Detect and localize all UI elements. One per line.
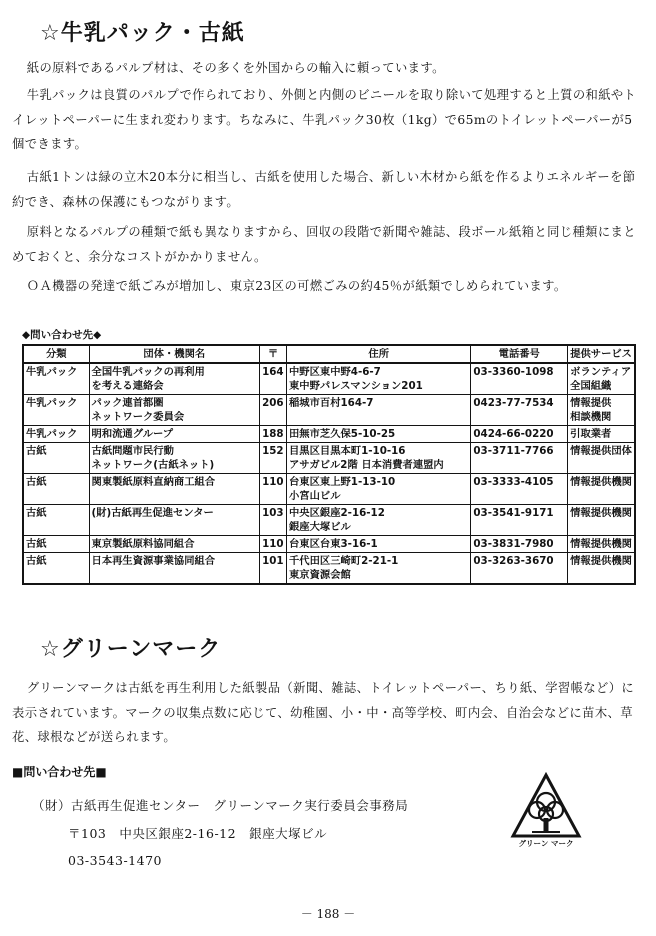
paragraph: ＯＡ機器の発達で紙ごみが増加し、東京23区の可燃ごみの約45％が紙類でしめられています。 bbox=[26, 279, 567, 293]
service-cell bbox=[568, 363, 635, 395]
phone-cell: 03-3360-1098 bbox=[471, 363, 568, 395]
paragraph: グリーンマークは古紙を再生利用した紙製品（新聞、雑誌、トイレットペーパー、ちり紙、学習帳など）に表示されています。マークの収集点数に応じて、幼稚園、小・中・高等学校、町内会、自治会などに苗木、草花、球根などが送られます。 bbox=[12, 681, 635, 744]
phone-cell: 03-3333-4105 bbox=[471, 474, 568, 505]
organization-cell-line: パック連首都圏 bbox=[91, 397, 164, 409]
category-cell: 古紙 bbox=[23, 536, 89, 553]
column-header-service: 提供サービス bbox=[568, 345, 635, 363]
service-cell bbox=[568, 443, 635, 474]
organization-cell bbox=[89, 474, 260, 505]
section-heading: ☆グリーンマーク bbox=[40, 637, 222, 662]
contact-table-body bbox=[23, 363, 635, 584]
paragraph: 紙の原料であるパルプ材は、その多くを外国からの輸入に頼っています。 bbox=[26, 61, 445, 75]
address-cell bbox=[287, 395, 471, 426]
category-cell: 牛乳パック bbox=[23, 363, 89, 395]
paragraph: 原料となるパルプの種類で紙も異なりますから、回収の段階で新聞や雑誌、段ボール紙箱と同じ種類にまとめておくと、余分なコストがかかりません。 bbox=[12, 225, 636, 264]
page-number: － 188 － bbox=[300, 907, 356, 921]
address-cell-line: 千代田区三崎町2-21-1 bbox=[289, 555, 399, 567]
column-header-address: 住所 bbox=[287, 345, 471, 363]
postal-cell: 110 bbox=[260, 474, 287, 505]
organization-cell-line: を考える連絡会 bbox=[91, 380, 164, 392]
service-cell-line bbox=[570, 568, 632, 582]
table-row bbox=[23, 553, 635, 585]
service-cell bbox=[568, 536, 635, 553]
category-cell: 古紙 bbox=[23, 505, 89, 536]
address-cell-line: 稲城市百村164-7 bbox=[289, 397, 374, 409]
address-cell-line: 銀座大塚ビル bbox=[289, 521, 351, 533]
organization-cell-line: ネットワーク(古紙ネット) bbox=[91, 459, 215, 471]
address-cell bbox=[287, 553, 471, 585]
paragraph: 古紙1トンは緑の立木20本分に相当し、古紙を使用した場合、新しい木材から紙を作るよりエネルギーを節約でき、森林の保護にもつながります。 bbox=[12, 170, 636, 209]
column-header-category: 分類 bbox=[23, 345, 89, 363]
column-header-organization: 団体・機関名 bbox=[89, 345, 260, 363]
phone-cell: 03-3541-9171 bbox=[471, 505, 568, 536]
service-cell-line: 引取業者 bbox=[570, 428, 612, 440]
address-cell-line: 台東区東上野1-13-10 bbox=[289, 476, 396, 488]
service-cell-line bbox=[570, 458, 632, 472]
address-cell-line bbox=[289, 410, 468, 424]
organization-cell bbox=[89, 426, 260, 443]
contact-table-label: ◆問い合わせ先◆ bbox=[22, 329, 102, 341]
organization-cell bbox=[89, 395, 260, 426]
service-cell bbox=[568, 474, 635, 505]
phone-cell: 03-3831-7980 bbox=[471, 536, 568, 553]
organization-cell bbox=[89, 553, 260, 585]
service-cell-line: 情報提供機関 bbox=[570, 476, 632, 488]
table-header-row bbox=[23, 345, 635, 363]
table-row bbox=[23, 505, 635, 536]
table-row bbox=[23, 363, 635, 395]
service-cell bbox=[568, 426, 635, 443]
phone-cell: 03-3263-3670 bbox=[471, 553, 568, 585]
postal-cell: 188 bbox=[260, 426, 287, 443]
green-mark-logo bbox=[510, 772, 582, 840]
address-cell-line: 田無市芝久保5-10-25 bbox=[289, 428, 396, 440]
table-row bbox=[23, 536, 635, 553]
contact-organization: （財）古紙再生促進センター グリーンマーク実行委員会事務局 bbox=[32, 798, 409, 813]
organization-cell bbox=[89, 536, 260, 553]
table-row bbox=[23, 443, 635, 474]
postal-cell: 152 bbox=[260, 443, 287, 474]
column-header-postal: 〒 bbox=[260, 345, 287, 363]
category-cell: 牛乳パック bbox=[23, 395, 89, 426]
service-cell-line: 情報提供団体 bbox=[570, 445, 632, 457]
phone-cell: 03-3711-7766 bbox=[471, 443, 568, 474]
page-title: ☆牛乳パック・古紙 bbox=[40, 21, 245, 46]
organization-cell-line: 東京製紙原料協同組合 bbox=[91, 538, 195, 550]
contact-phone: 03-3543-1470 bbox=[68, 853, 162, 868]
address-cell bbox=[287, 426, 471, 443]
address-cell-line: 中央区銀座2-16-12 bbox=[289, 507, 385, 519]
service-cell-line bbox=[570, 520, 632, 534]
organization-cell-line bbox=[92, 489, 258, 503]
address-cell-line: 目黒区目黒本町1-10-16 bbox=[289, 445, 406, 457]
organization-cell-line: (財)古紙再生促進センター bbox=[91, 507, 214, 519]
postal-cell: 110 bbox=[260, 536, 287, 553]
service-cell-line bbox=[570, 489, 632, 503]
column-header-phone: 電話番号 bbox=[471, 345, 568, 363]
phone-cell: 0424-66-0220 bbox=[471, 426, 568, 443]
organization-cell-line: 日本再生資源事業協同組合 bbox=[91, 555, 216, 567]
service-cell-line: 全国組織 bbox=[570, 380, 612, 392]
organization-cell bbox=[89, 363, 260, 395]
contact-label: ■問い合わせ先■ bbox=[12, 765, 107, 779]
address-cell-line: 東京資源会館 bbox=[289, 569, 351, 581]
address-cell-line: 小宮山ビル bbox=[289, 490, 341, 502]
organization-cell bbox=[89, 505, 260, 536]
postal-cell: 103 bbox=[260, 505, 287, 536]
service-cell bbox=[568, 395, 635, 426]
paragraph: 牛乳パックは良質のパルプで作られており、外側と内側のビニールを取り除いて処理すると上質の和紙やトイレットペーパーに生まれ変わります。ちなみに、牛乳パック30枚（1kg）で65mのトイレットペーパーが5個できます。 bbox=[12, 88, 637, 151]
organization-cell-line: 古紙問題市民行動 bbox=[91, 445, 174, 457]
organization-cell-line: 全国牛乳パックの再利用 bbox=[91, 366, 205, 378]
service-cell-line: 情報提供機関 bbox=[570, 555, 632, 567]
address-cell bbox=[287, 536, 471, 553]
organization-cell-line: 関東製紙原料直納商工組合 bbox=[91, 476, 216, 488]
service-cell bbox=[568, 553, 635, 585]
organization-cell-line: ネットワーク委員会 bbox=[91, 411, 185, 423]
service-cell-line: 情報提供機関 bbox=[570, 507, 632, 519]
phone-cell: 0423-77-7534 bbox=[471, 395, 568, 426]
contact-address: 〒103 中央区銀座2-16-12 銀座大塚ビル bbox=[68, 826, 328, 841]
service-cell-line: ボランティア bbox=[570, 366, 632, 378]
postal-cell: 101 bbox=[260, 553, 287, 585]
category-cell: 古紙 bbox=[23, 443, 89, 474]
address-cell-line: アサガビル2階 日本消費者連盟内 bbox=[289, 459, 444, 471]
table-row bbox=[23, 395, 635, 426]
table-row bbox=[23, 474, 635, 505]
address-cell bbox=[287, 474, 471, 505]
category-cell: 牛乳パック bbox=[23, 426, 89, 443]
organization-cell-line bbox=[92, 568, 258, 582]
service-cell-line: 相談機関 bbox=[570, 411, 612, 423]
service-cell bbox=[568, 505, 635, 536]
postal-cell: 164 bbox=[260, 363, 287, 395]
category-cell: 古紙 bbox=[23, 474, 89, 505]
address-cell bbox=[287, 505, 471, 536]
address-cell-line: 東中野パレスマンション201 bbox=[289, 380, 423, 392]
address-cell-line: 中野区東中野4-6-7 bbox=[289, 366, 381, 378]
address-cell-line: 台東区台東3-16-1 bbox=[289, 538, 378, 550]
organization-cell-line: 明和流通グループ bbox=[91, 428, 174, 440]
category-cell: 古紙 bbox=[23, 553, 89, 585]
service-cell-line: 情報提供機関 bbox=[570, 538, 632, 550]
service-cell-line: 情報提供 bbox=[570, 397, 612, 409]
organization-cell-line bbox=[92, 520, 258, 534]
address-cell bbox=[287, 443, 471, 474]
table-row bbox=[23, 426, 635, 443]
contact-table bbox=[22, 344, 636, 585]
address-cell bbox=[287, 363, 471, 395]
postal-cell: 206 bbox=[260, 395, 287, 426]
logo-caption: グリーン マーク bbox=[518, 839, 574, 848]
organization-cell bbox=[89, 443, 260, 474]
